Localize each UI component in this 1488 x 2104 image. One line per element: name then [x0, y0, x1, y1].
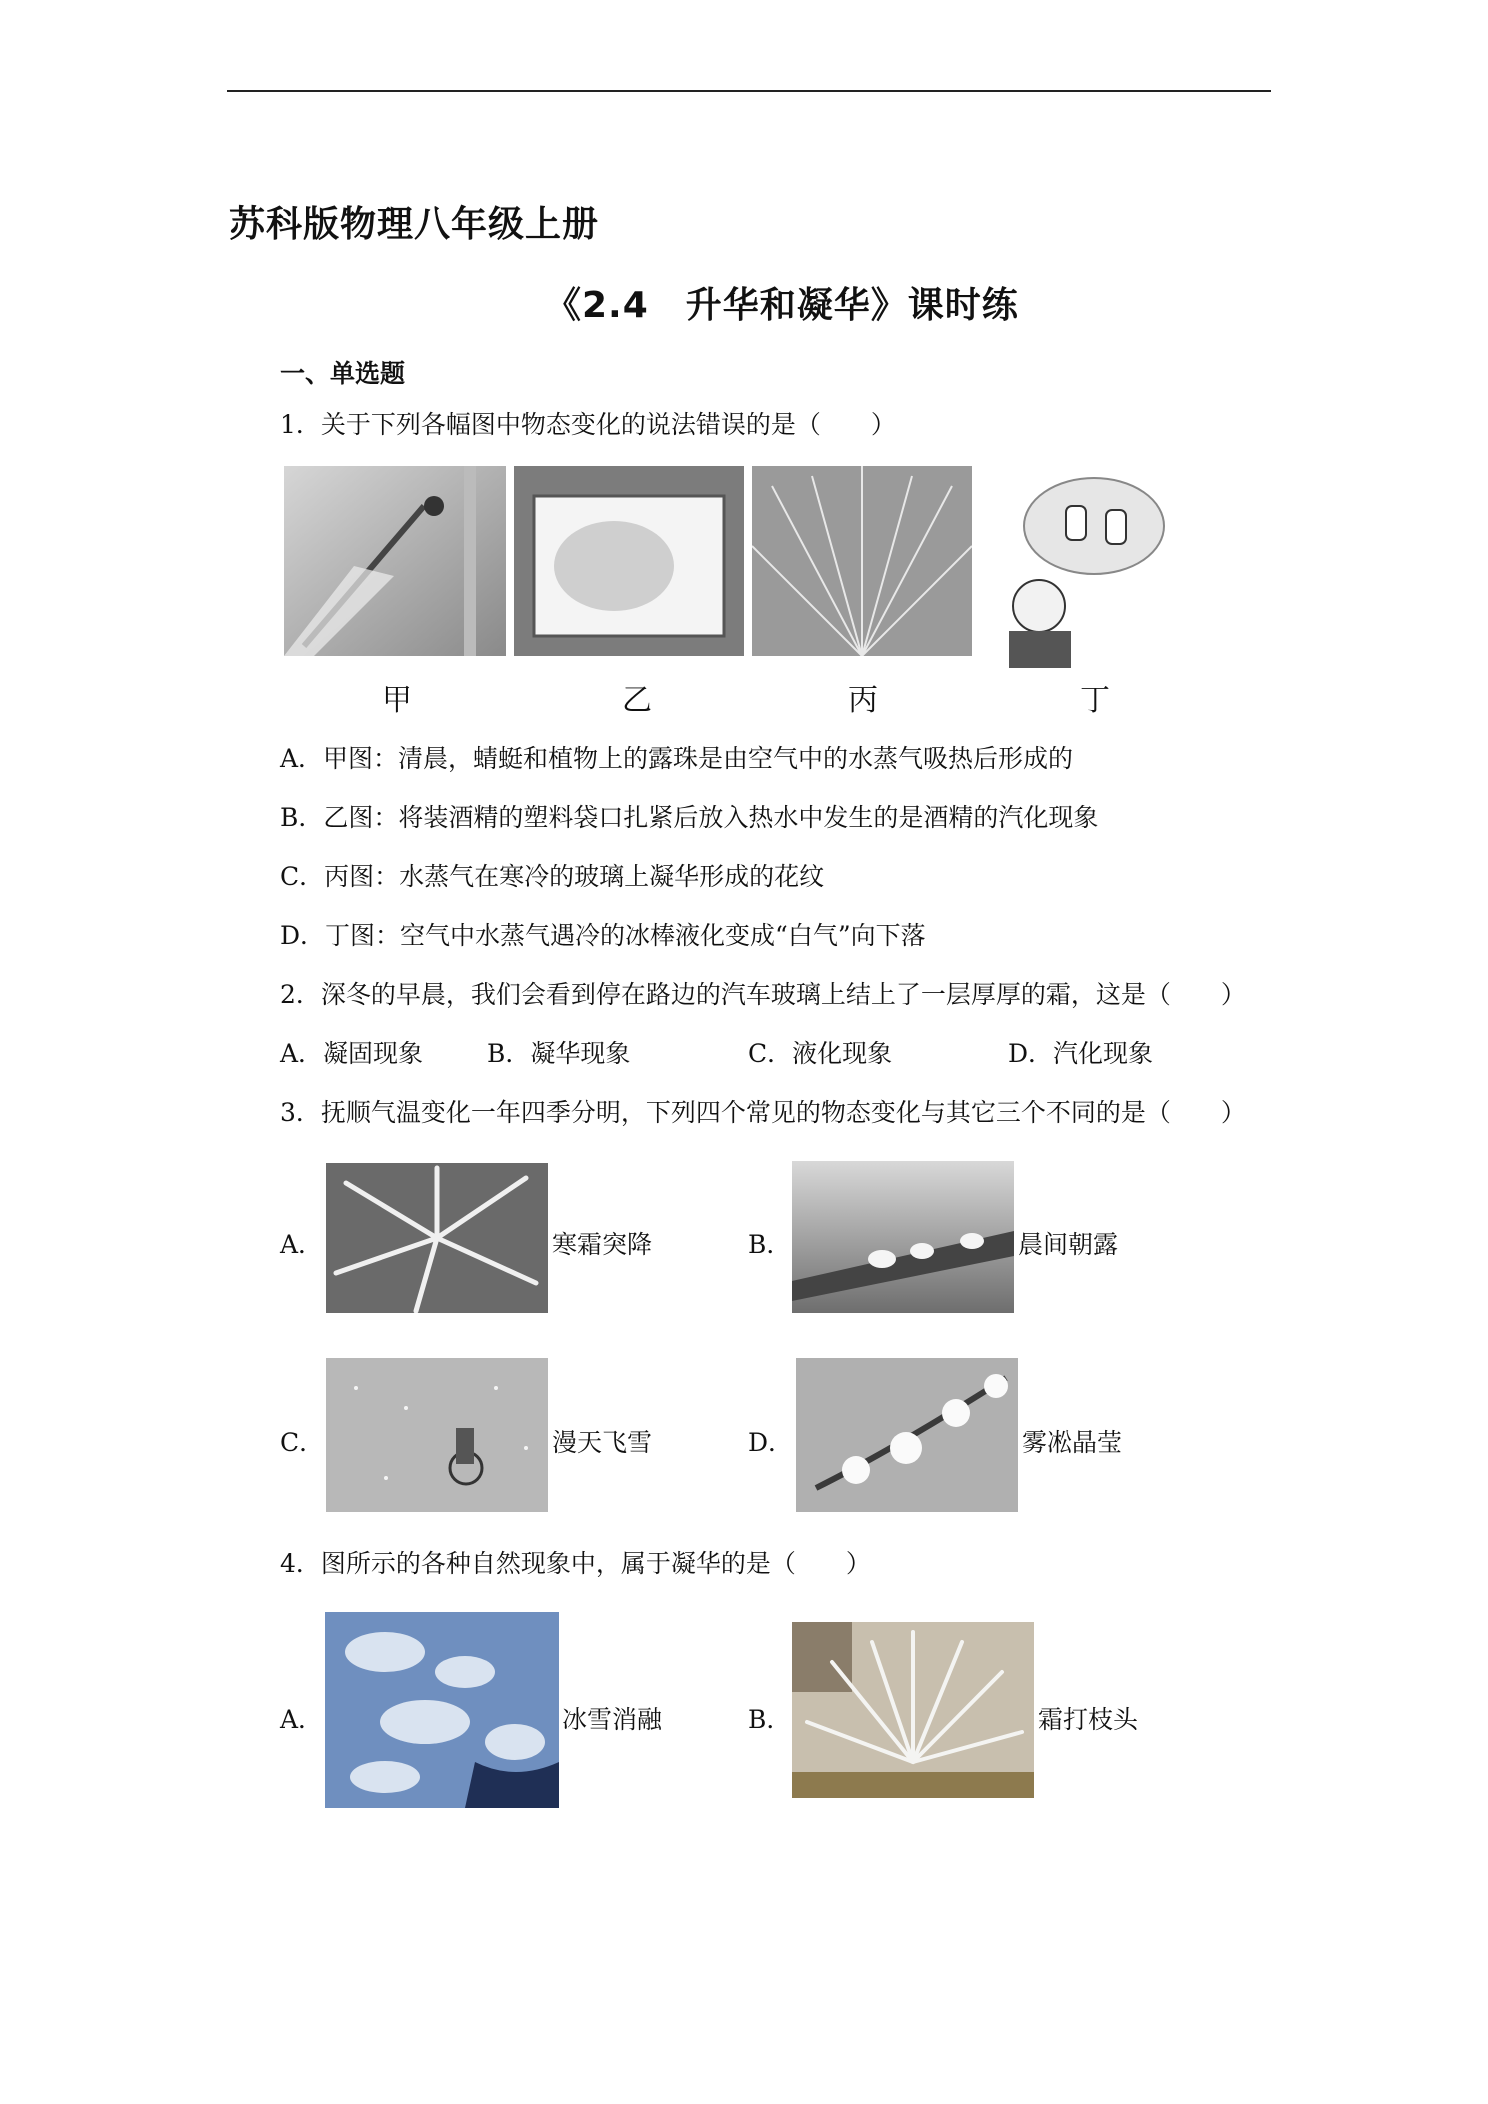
q1-figure-label-bing: 丙 — [848, 683, 878, 718]
q3-option-a-letter: A． — [280, 1230, 324, 1259]
q3-option-b-letter: B． — [748, 1230, 792, 1259]
q1-figure-label-ding: 丁 — [1080, 683, 1110, 718]
header-rule — [227, 90, 1271, 92]
q4-option-a-letter: A． — [280, 1705, 324, 1734]
q2-stem: 2．深冬的早晨，我们会看到停在路边的汽车玻璃上结上了一层厚厚的霜，这是（ ） — [280, 980, 1246, 1009]
q3-stem: 3．抚顺气温变化一年四季分明，下列四个常见的物态变化与其它三个不同的是（ ） — [280, 1098, 1246, 1127]
q4-option-b-image — [792, 1622, 1034, 1798]
q4-stem: 4．图所示的各种自然现象中，属于凝华的是（ ） — [280, 1549, 871, 1578]
q3-option-d-image — [796, 1358, 1018, 1512]
q3-option-d-letter: D． — [748, 1428, 794, 1457]
q4-option-a-image — [325, 1612, 559, 1808]
q1-figure-bag — [514, 466, 744, 656]
q3-option-a-image — [326, 1163, 548, 1313]
q1-figure-dragonfly — [284, 466, 506, 656]
q3-option-b-text: 晨间朝露 — [1018, 1230, 1119, 1259]
q2-option-b: B．凝华现象 — [487, 1039, 631, 1068]
lesson-title: 《2.4 升华和凝华》课时练 — [545, 285, 1019, 326]
q1-figure-frost-pattern — [752, 466, 972, 656]
q1-option-c: C．丙图：水蒸气在寒冷的玻璃上凝华形成的花纹 — [280, 862, 825, 891]
q4-option-b-letter: B． — [748, 1705, 792, 1734]
q4-option-b-text: 霜打枝头 — [1038, 1705, 1139, 1734]
q1-figure-boy-icepop — [984, 466, 1168, 668]
q1-stem: 1．关于下列各幅图中物态变化的说法错误的是（ ） — [280, 410, 896, 439]
q3-option-a-text: 寒霜突降 — [552, 1230, 653, 1259]
book-title: 苏科版物理八年级上册 — [229, 204, 600, 245]
q1-figure-label-jia: 甲 — [382, 683, 412, 718]
q2-option-d: D．汽化现象 — [1008, 1039, 1154, 1068]
q1-option-b: B．乙图：将装酒精的塑料袋口扎紧后放入热水中发生的是酒精的汽化现象 — [280, 803, 1099, 832]
q3-option-c-text: 漫天飞雪 — [552, 1428, 653, 1457]
q3-option-b-image — [792, 1161, 1014, 1313]
q1-option-a: A．甲图：清晨，蜻蜓和植物上的露珠是由空气中的水蒸气吸热后形成的 — [280, 744, 1074, 773]
q2-option-c: C．液化现象 — [748, 1039, 893, 1068]
q1-figure-label-yi: 乙 — [622, 683, 652, 718]
q2-option-a: A．凝固现象 — [280, 1039, 424, 1068]
q4-option-a-text: 冰雪消融 — [562, 1705, 663, 1734]
section-title: 一、单选题 — [280, 359, 406, 388]
q3-option-d-text: 雾凇晶莹 — [1022, 1428, 1123, 1457]
q3-option-c-letter: C． — [280, 1428, 325, 1457]
q3-option-c-image — [326, 1358, 548, 1512]
q1-option-d: D．丁图：空气中水蒸气遇冷的冰棒液化变成“白气”向下落 — [280, 921, 926, 950]
